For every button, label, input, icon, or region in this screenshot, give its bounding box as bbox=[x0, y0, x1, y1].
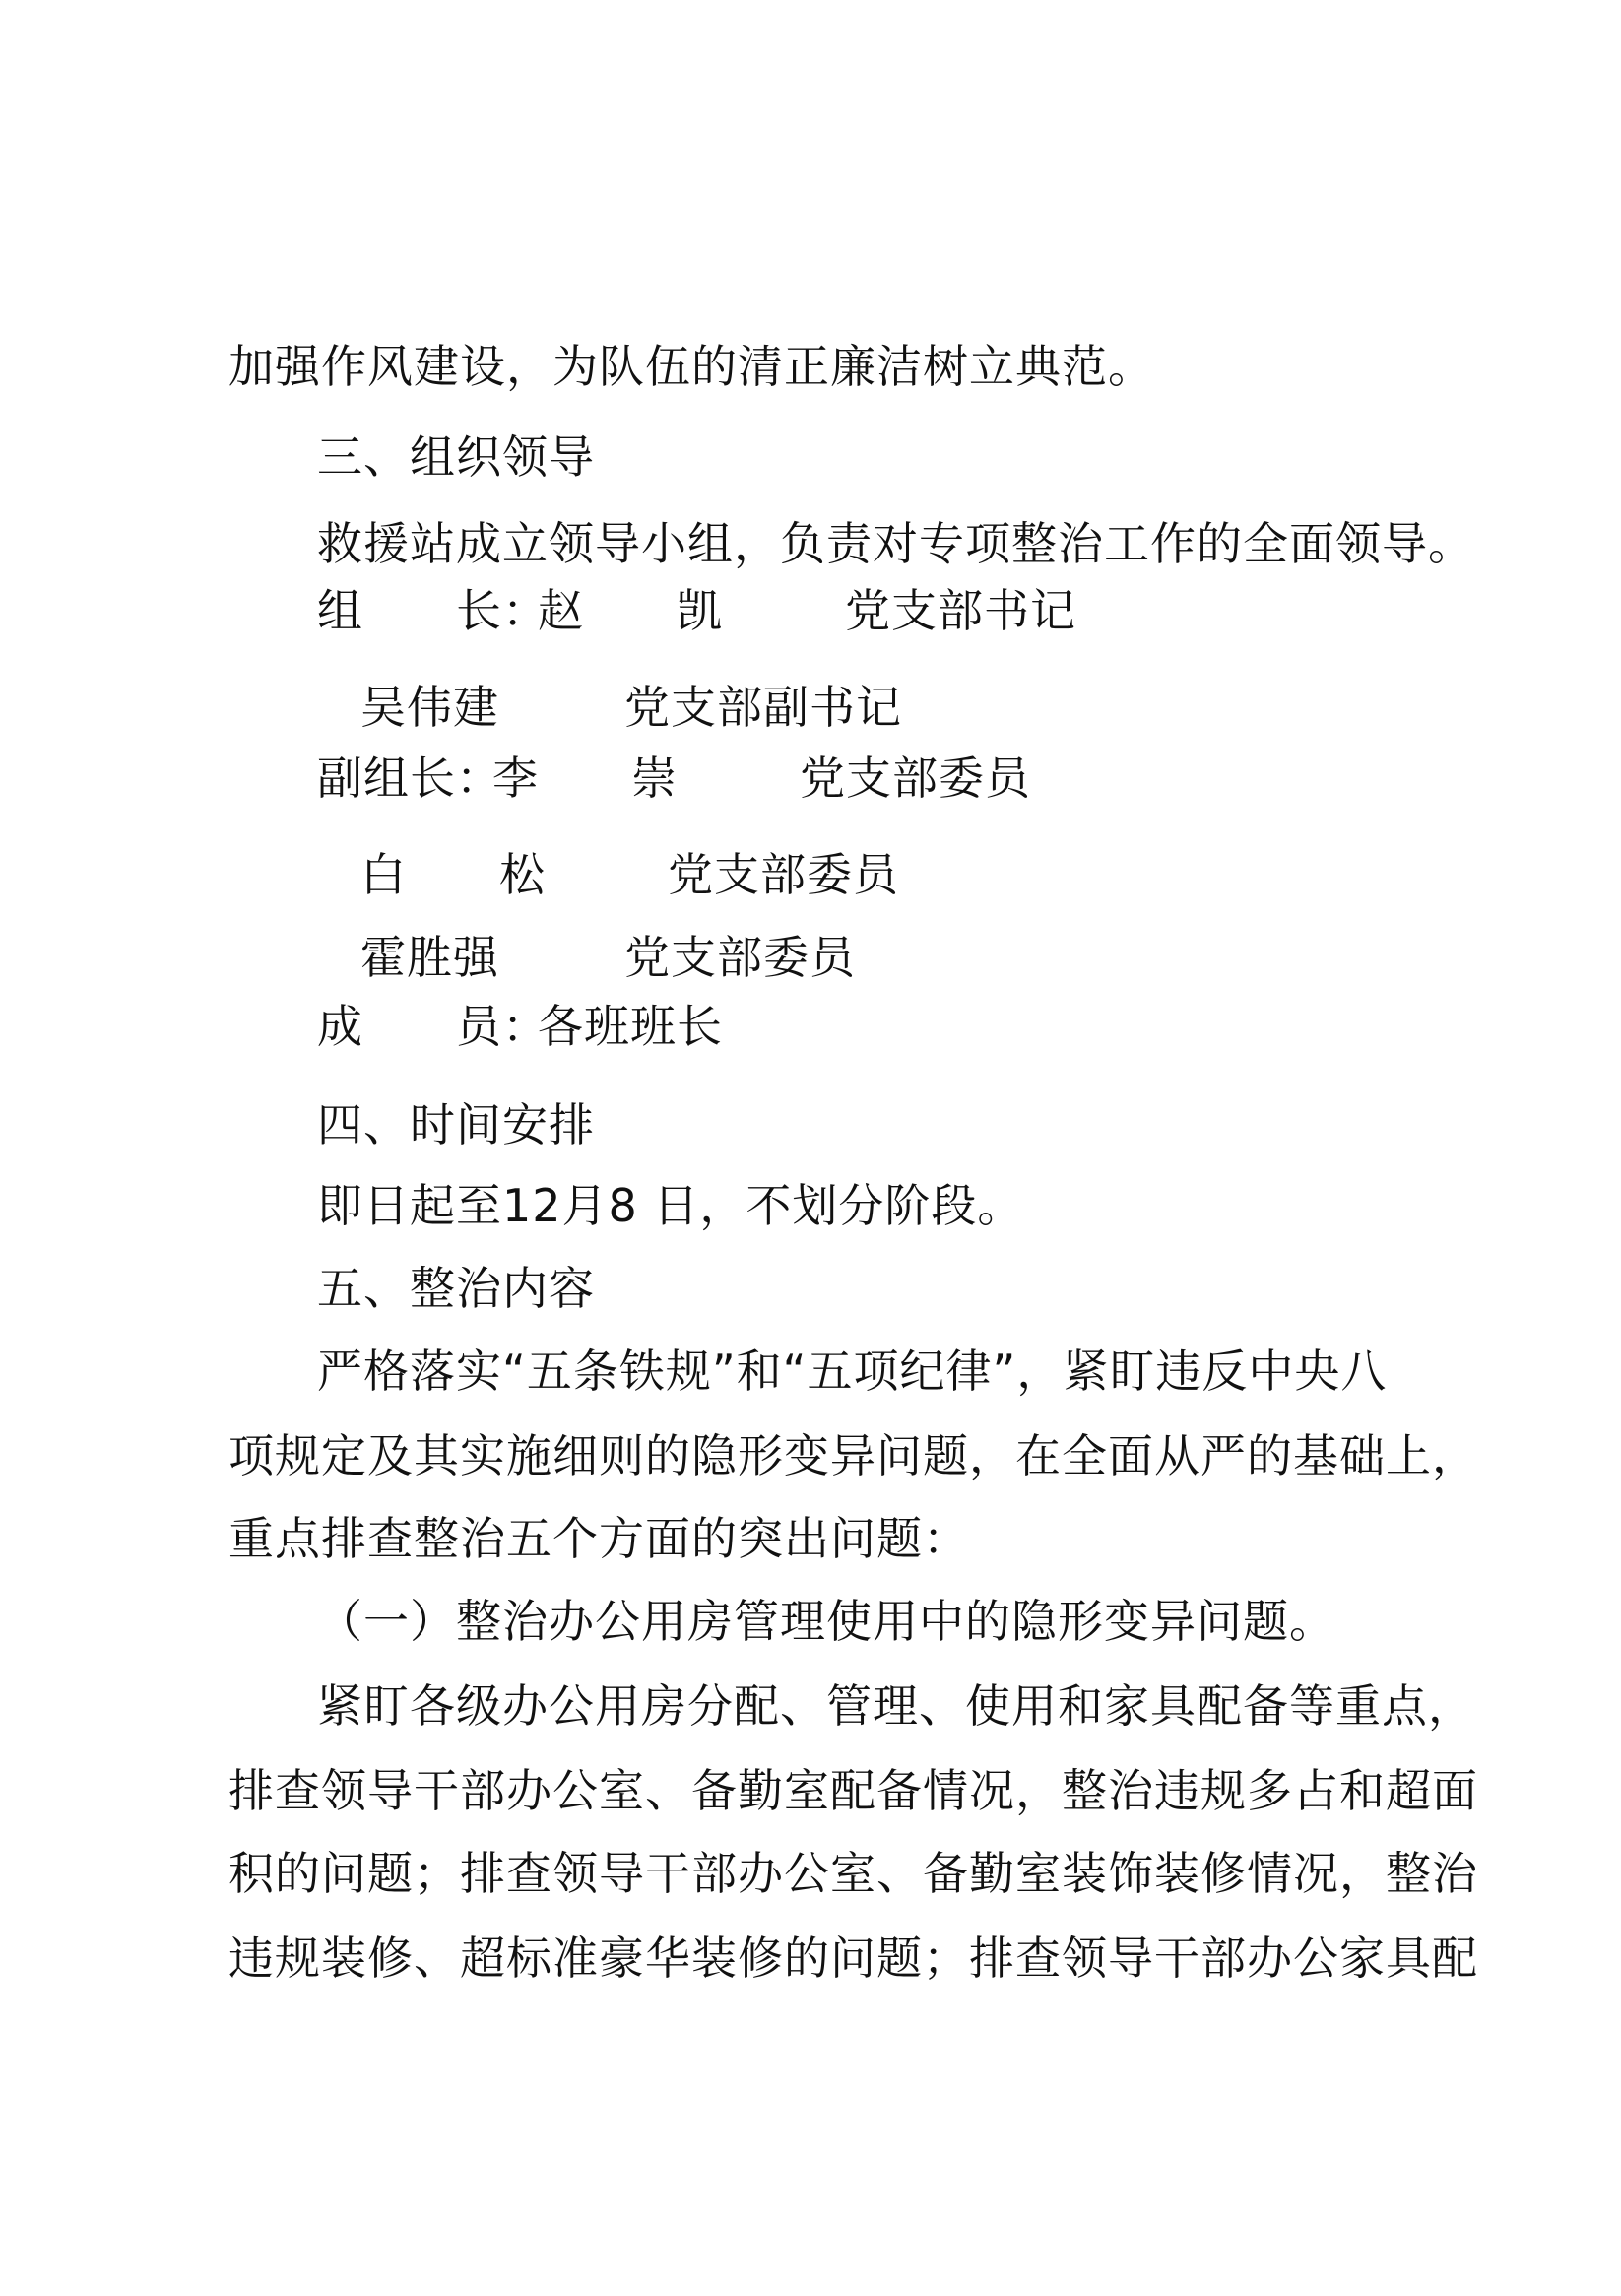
roster-deputy-role: 副组长： bbox=[317, 752, 502, 805]
roster-deputy3-title: 党支部委员 bbox=[624, 931, 856, 984]
paragraph-intro-end: 加强作风建设，为队伍的清正廉洁树立典范。 bbox=[228, 340, 1154, 393]
paragraph-content-line3: 重点排查整治五个方面的突出问题： bbox=[228, 1512, 969, 1565]
paragraph-office-line2: 排查领导干部办公室、备勤室配备情况，整治违规多占和超面 bbox=[228, 1764, 1478, 1817]
subsection-heading-1: （一）整治办公用房管理使用中的隐形变异问题。 bbox=[317, 1595, 1335, 1648]
section-heading-3: 三、组织领导 bbox=[317, 430, 595, 484]
paragraph-office-line3: 积的问题；排查领导干部办公室、备勤室装饰装修情况，整治 bbox=[228, 1847, 1478, 1900]
roster-leader-name: 赵 凯 bbox=[538, 584, 723, 637]
roster-deputy2-title: 党支部委员 bbox=[668, 848, 899, 901]
roster-deputy1-name: 李 崇 bbox=[492, 752, 678, 805]
paragraph-leadership: 救援站成立领导小组，负责对专项整治工作的全面领导。 bbox=[317, 517, 1474, 570]
paragraph-office-line4: 违规装修、超标准豪华装修的问题；排查领导干部办公家具配 bbox=[228, 1932, 1478, 1985]
roster-leader2-title: 党支部副书记 bbox=[624, 681, 902, 734]
roster-leader2-name: 吴伟建 bbox=[360, 681, 499, 734]
roster-deputy3-name: 霍胜强 bbox=[360, 931, 499, 984]
roster-deputy1-title: 党支部委员 bbox=[800, 752, 1031, 805]
paragraph-content-line2: 项规定及其实施细则的隐形变异问题，在全面从严的基础上， bbox=[228, 1429, 1478, 1482]
paragraph-office-line1: 紧盯各级办公用房分配、管理、使用和家具配备等重点， bbox=[317, 1679, 1474, 1733]
section-heading-4: 四、时间安排 bbox=[317, 1098, 595, 1151]
paragraph-schedule: 即日起至12月8 日，不划分阶段。 bbox=[317, 1179, 1024, 1232]
roster-deputy2-name: 白 松 bbox=[360, 848, 546, 901]
paragraph-content-line1: 严格落实“五条铁规”和“五项纪律”，紧盯违反中央八 bbox=[317, 1345, 1388, 1398]
roster-member-role: 成 员： bbox=[317, 1000, 549, 1053]
roster-leader-role: 组 长： bbox=[317, 584, 549, 637]
section-heading-5: 五、整治内容 bbox=[317, 1262, 595, 1315]
roster-leader-title: 党支部书记 bbox=[845, 584, 1076, 637]
roster-member-value: 各班班长 bbox=[538, 1000, 723, 1053]
